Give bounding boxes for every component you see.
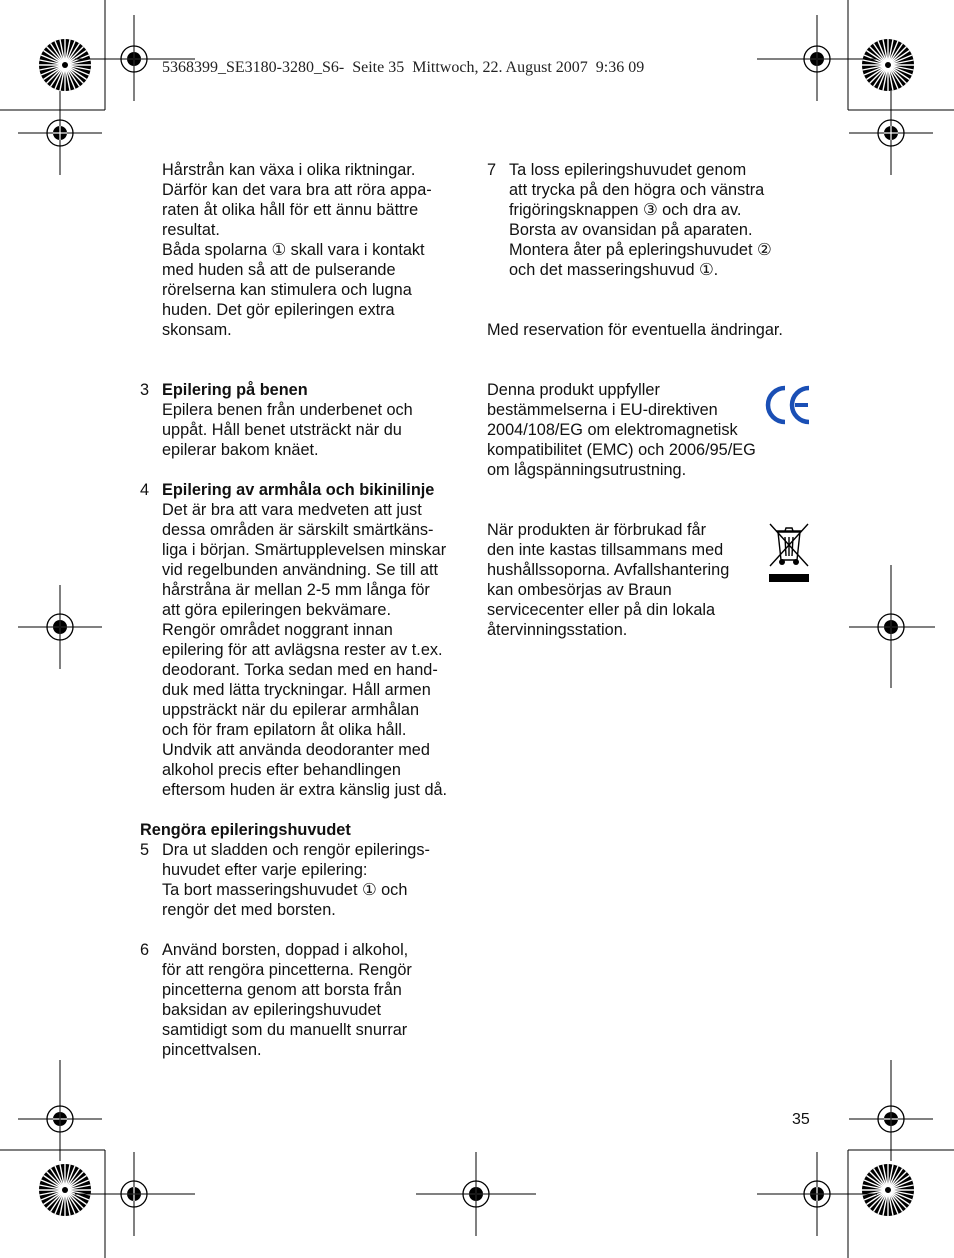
text-line: pincetterna genom att borsta från [162,981,402,999]
text-line: Därför kan det vara bra att röra appa- [162,181,432,199]
reservation-note: Med reservation för eventuella ändringar. [487,321,783,339]
step-3 [140,380,480,460]
text-line: hushållssoporna. Avfallshantering [487,561,730,579]
text-line: för att rengöra pincetterna. Rengör [162,961,412,979]
print-header: 5368399_SE3180-3280_S6- Seite 35 Mittwoch, 22. August 2007 9:36 09 [162,59,645,76]
text-line: Dra ut sladden och rengör epilerings- [162,841,430,859]
text-line: Båda spolarna ① skall vara i kontakt [162,241,425,259]
text-line: kompatibilitet (EMC) och 2006/95/EG [487,441,756,459]
text-line: baksidan av epileringshuvudet [162,1001,382,1019]
text-line: rengör det med borsten. [162,901,336,919]
text-line: kan ombesörjas av Braun [487,581,672,599]
text-line: den inte kastas tillsammans med [487,541,724,559]
text-line: alkohol precis efter behandlingen [162,761,401,779]
text-line: resultat. [162,221,220,239]
text-line: När produkten är förbrukad får [487,521,707,539]
text-line: duk med lätta tryckningar. Håll armen [162,681,431,699]
text-line: och det masseringshuvud ①. [509,261,719,279]
text-line: uppsträckt när du epilerar armhålan [162,701,420,719]
text-line: pincettvalsen. [162,1041,262,1059]
text-line: hårstråna är mellan 2-5 mm långa för [162,581,430,599]
ce-logo-icon [765,384,813,426]
text-line: rörelserna kan stimulera och lugna [162,281,412,299]
text-line: huden. Det gör epileringen extra [162,301,395,319]
step-6 [140,940,480,1060]
step-5 [140,840,480,920]
text-line: Borsta av ovansidan på aparaten. [509,221,753,239]
step-number: 7 [487,161,497,179]
text-line: vid regelbunden användning. Se till att [162,561,439,579]
text-line: återvinningsstation. [487,621,628,639]
text-line: Använd borsten, doppad i alkohol, [162,941,409,959]
text-line: Undvik att använda deodoranter med [162,741,430,759]
step-number: 4 [140,481,150,499]
crossed-out-wheelie-bin-icon [766,522,812,586]
text-line: att trycka på den högra och vänstra [509,181,765,199]
step-number: 6 [140,941,150,959]
text-line: uppåt. Håll benet utsträckt när du [162,421,402,439]
text-line: bestämmelserna i EU-direktiven [487,401,718,419]
text-line: Rengör området noggrant innan [162,621,393,639]
text-line: raten åt olika håll för ett ännu bättre [162,201,419,219]
text-line: epilerar bakom knäet. [162,441,319,459]
text-line: huvudet efter varje epilering: [162,861,368,879]
text-line: dessa områden är särskilt smärtkäns- [162,521,434,539]
text-line: att göra epileringen bekvämare. [162,601,391,619]
text-line: Ta bort masseringshuvudet ① och [162,881,408,899]
text-line: Det är bra att vara medveten att just [162,501,422,519]
text-line: epilering för att avlägsna rester av t.ex. [162,641,443,659]
text-line: och för fram epilatorn åt olika håll. [162,721,407,739]
step-number: 5 [140,841,150,859]
text-line: samtidigt som du manuellt snurrar [162,1021,408,1039]
text-line: skonsam. [162,321,232,339]
text-line: frigöringsknappen ③ och dra av. [509,201,742,219]
step-7 [487,160,817,280]
text-line: servicecenter eller på din lokala [487,601,716,619]
text-line: eftersom huden är extra känslig just då. [162,781,448,799]
text-line: 2004/108/EG om elektromagnetisk [487,421,738,439]
cleaning-heading: Rengöra epileringshuvudet [140,821,351,839]
intro-paragraph [140,160,480,340]
step-title: Epilering av armhåla och bikinilinje [162,481,435,499]
step-title: Epilering på benen [162,381,308,399]
page-number: 35 [792,1111,810,1128]
text-line: Hårstrån kan växa i olika riktningar. [162,161,416,179]
text-line: Epilera benen från underbenet och [162,401,413,419]
text-line: med huden så att de pulserande [162,261,396,279]
text-line: liga i början. Smärtupplevelsen minskar [162,541,447,559]
step-number: 3 [140,381,150,399]
step-4 [140,480,480,800]
text-line: deodorant. Torka sedan med en hand- [162,661,438,679]
text-line: om lågspänningsutrustning. [487,461,687,479]
text-line: Ta loss epileringshuvudet genom [509,161,747,179]
left-column [140,160,480,1060]
text-line: Montera åter på epleringshuvudet ② [509,241,772,259]
text-line: Denna produkt uppfyller [487,381,660,399]
